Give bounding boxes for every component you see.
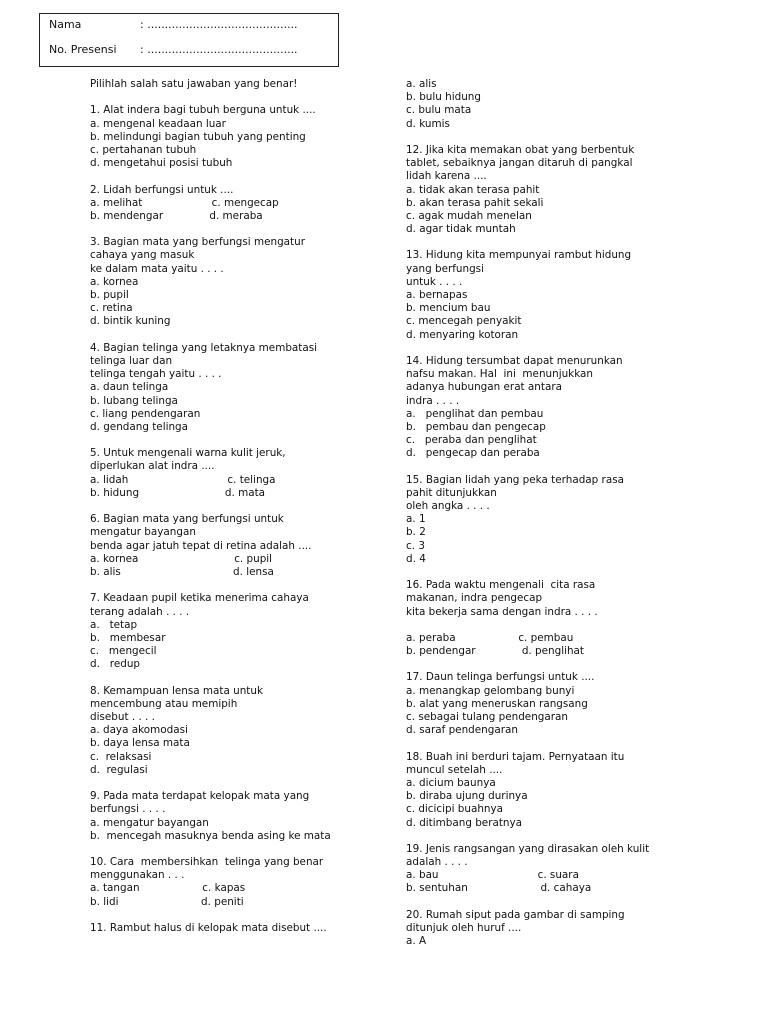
text-line: lidah karena ....: [406, 170, 487, 183]
answer-option[interactable]: b. membesar: [90, 631, 166, 644]
text-line: berfungsi . . . .: [90, 803, 166, 816]
answer-option[interactable]: c. agak mudah menelan: [406, 209, 532, 222]
text-line: makanan, indra pengecap: [406, 592, 543, 605]
question-text: 2. Lidah berfungsi untuk ....: [90, 183, 234, 196]
answer-option[interactable]: b. hidung d. mata: [90, 486, 266, 499]
answer-option[interactable]: c. sebagai tulang pendengaran: [406, 711, 568, 723]
answer-option[interactable]: a. kornea c. pupil: [90, 552, 273, 565]
attendance-number-label: No. Presensi: [49, 43, 117, 56]
line-spacer: [406, 658, 736, 671]
text-line: untuk . . . .: [406, 275, 463, 288]
student-identity-box: [39, 13, 339, 67]
line-spacer: [90, 671, 390, 684]
question-text: 1. Alat indera bagi tubuh berguna untuk ....: [90, 104, 316, 117]
answer-option[interactable]: d. 4: [406, 552, 426, 565]
answer-option[interactable]: d. pengecap dan peraba: [406, 447, 540, 460]
line-spacer: [406, 460, 736, 473]
question-text: 14. Hidung tersumbat dapat menurunkan: [406, 354, 623, 367]
question-text: 15. Bagian lidah yang peka terhadap rasa: [406, 473, 624, 486]
text-line: cahaya yang masuk: [90, 249, 195, 262]
answer-option[interactable]: a. daya akomodasi: [90, 724, 188, 737]
answer-option[interactable]: a. lidah c. telinga: [90, 473, 276, 486]
text-line: mencembung atau memipih: [90, 697, 238, 710]
answer-option[interactable]: d. mengetahui posisi tubuh: [90, 157, 233, 170]
answer-option[interactable]: c. pertahanan tubuh: [90, 143, 197, 156]
question-text: 19. Jenis rangsangan yang dirasakan oleh kulit: [406, 842, 650, 855]
answer-option[interactable]: b. mencegah masuknya benda asing ke mata: [90, 829, 331, 842]
question-text: 4. Bagian telinga yang letaknya membatasi: [90, 341, 318, 354]
text-line: menggunakan . . .: [90, 869, 185, 882]
answer-option[interactable]: a. bernapas: [406, 289, 468, 301]
text-line: ditunjuk oleh huruf ....: [406, 922, 522, 934]
answer-option[interactable]: b. lubang telinga: [90, 394, 178, 407]
question-text: 8. Kemampuan lensa mata untuk: [90, 684, 263, 697]
answer-option[interactable]: d. kumis: [406, 117, 450, 130]
line-spacer: [90, 909, 390, 922]
answer-option[interactable]: b. lidi d. peniti: [90, 895, 244, 908]
attendance-number-field[interactable]: : ...........................................: [140, 43, 298, 56]
answer-option[interactable]: b. daya lensa mata: [90, 737, 190, 750]
name-label: Nama: [49, 18, 82, 31]
answer-option[interactable]: b. mencium bau: [406, 302, 491, 315]
answer-option[interactable]: c. retina: [90, 302, 133, 315]
answer-option[interactable]: b. melindungi bagian tubuh yang penting: [90, 130, 306, 143]
answer-option[interactable]: b. pembau dan pengecap: [406, 420, 546, 433]
question-text: 18. Buah ini berduri tajam. Pernyataan itu: [406, 750, 625, 763]
answer-option[interactable]: a. daun telinga: [90, 381, 169, 394]
text-line: telinga tengah yaitu . . . .: [90, 368, 222, 381]
text-line: disebut . . . .: [90, 711, 155, 723]
question-text: 7. Keadaan pupil ketika menerima cahaya: [90, 592, 309, 605]
answer-option[interactable]: a. tetap: [90, 618, 138, 631]
line-spacer: [90, 579, 390, 592]
text-line: adanya hubungan erat antara: [406, 381, 562, 394]
line-spacer: [406, 342, 736, 355]
answer-option[interactable]: c. relaksasi: [90, 750, 152, 763]
answer-option[interactable]: c. peraba dan penglihat: [406, 434, 537, 447]
line-spacer: [90, 91, 390, 104]
answer-option[interactable]: a. tidak akan terasa pahit: [406, 183, 540, 196]
answer-option[interactable]: a. menangkap gelombang bunyi: [406, 684, 575, 697]
answer-option[interactable]: b. mendengar d. meraba: [90, 209, 263, 222]
question-text: 10. Cara membersihkan telinga yang benar: [90, 856, 324, 869]
text-line: tablet, sebaiknya jangan ditaruh di pangkal: [406, 157, 633, 170]
line-spacer: [406, 737, 736, 750]
question-text: 20. Rumah siput pada gambar di samping: [406, 908, 625, 921]
line-spacer: [406, 131, 736, 144]
answer-option[interactable]: d. agar tidak muntah: [406, 223, 516, 236]
answer-option[interactable]: d. ditimbang beratnya: [406, 816, 523, 829]
text-line: ke dalam mata yaitu . . . .: [90, 262, 224, 275]
answer-option[interactable]: b. alat yang meneruskan rangsang: [406, 697, 588, 710]
text-line: adalah . . . .: [406, 856, 468, 869]
line-spacer: [90, 500, 390, 513]
answer-option[interactable]: a. bau c. suara: [406, 869, 579, 882]
answer-option[interactable]: d. gendang telinga: [90, 420, 189, 433]
question-text: 16. Pada waktu mengenali cita rasa: [406, 579, 596, 592]
answer-option[interactable]: c. dicicipi buahnya: [406, 803, 504, 816]
line-spacer: [90, 170, 390, 183]
questions-right-column: [406, 78, 736, 948]
line-spacer: [406, 830, 736, 843]
answer-option[interactable]: d. redup: [90, 658, 141, 671]
line-spacer: [90, 843, 390, 856]
text-line: Pilihlah salah satu jawaban yang benar!: [90, 78, 298, 90]
question-text: 3. Bagian mata yang berfungsi mengatur: [90, 236, 305, 249]
line-spacer: [90, 777, 390, 790]
answer-option[interactable]: a. kornea: [90, 275, 139, 288]
line-spacer: [90, 434, 390, 447]
answer-option[interactable]: a. tangan c. kapas: [90, 882, 246, 895]
answer-option[interactable]: c. bulu mata: [406, 104, 472, 117]
answer-option[interactable]: a. mengatur bayangan: [90, 816, 209, 829]
answer-option[interactable]: b. sentuhan d. cahaya: [406, 882, 592, 895]
line-spacer: [406, 566, 736, 579]
answer-option[interactable]: b. bulu hidung: [406, 91, 481, 104]
answer-option[interactable]: c. mengecil: [90, 645, 157, 658]
answer-option[interactable]: a. 1: [406, 513, 426, 526]
answer-option[interactable]: c. mencegah penyakit: [406, 315, 522, 328]
answer-option[interactable]: b. pupil: [90, 289, 129, 301]
answer-option[interactable]: d. saraf pendengaran: [406, 724, 518, 737]
answer-option[interactable]: a. peraba c. pembau: [406, 631, 574, 644]
text-line: muncul setelah ....: [406, 763, 503, 776]
question-text: 9. Pada mata terdapat kelopak mata yang: [90, 790, 310, 803]
answer-option[interactable]: c. liang pendengaran: [90, 407, 201, 420]
question-text: 13. Hidung kita mempunyai rambut hidung: [406, 249, 632, 262]
text-line: terang adalah . . . .: [90, 605, 190, 618]
text-line: kita bekerja sama dengan indra . . . .: [406, 605, 598, 618]
question-text: 12. Jika kita memakan obat yang berbentuk: [406, 143, 635, 156]
question-text: 6. Bagian mata yang berfungsi untuk: [90, 513, 284, 526]
answer-option[interactable]: a. dicium baunya: [406, 776, 496, 789]
line-spacer: [90, 223, 390, 236]
answer-option[interactable]: b. alis d. lensa: [90, 565, 274, 578]
name-field[interactable]: : ...........................................: [140, 18, 298, 31]
text-line: mengatur bayangan: [90, 526, 196, 539]
line-spacer: [406, 619, 736, 632]
answer-option[interactable]: a. penglihat dan pembau: [406, 407, 544, 420]
answer-option[interactable]: d. menyaring kotoran: [406, 328, 519, 341]
answer-option[interactable]: d. bintik kuning: [90, 315, 171, 328]
answer-option[interactable]: a. melihat c. mengecap: [90, 196, 279, 209]
answer-option[interactable]: a. mengenal keadaan luar: [90, 117, 226, 130]
text-line: nafsu makan. Hal ini menunjukkan: [406, 368, 593, 381]
line-spacer: [90, 329, 390, 342]
questions-left-column: [90, 78, 390, 935]
answer-option[interactable]: c. 3: [406, 539, 425, 552]
text-line: pahit ditunjukkan: [406, 486, 497, 499]
text-line: telinga luar dan: [90, 354, 173, 367]
text-line: benda agar jatuh tepat di retina adalah ....: [90, 539, 312, 552]
text-line: indra . . . .: [406, 394, 460, 407]
question-text: 5. Untuk mengenali warna kulit jeruk,: [90, 447, 286, 460]
answer-option[interactable]: b. akan terasa pahit sekali: [406, 196, 544, 209]
line-spacer: [406, 236, 736, 249]
text-line: diperlukan alat indra ....: [90, 460, 215, 473]
answer-option[interactable]: a. alis: [406, 78, 437, 90]
answer-option[interactable]: b. pendengar d. penglihat: [406, 645, 584, 658]
answer-option[interactable]: d. regulasi: [90, 763, 148, 776]
question-text: 17. Daun telinga berfungsi untuk ....: [406, 671, 595, 684]
text-line: oleh angka . . . .: [406, 500, 490, 512]
text-line: yang berfungsi: [406, 262, 484, 275]
answer-option[interactable]: b. 2: [406, 526, 426, 539]
answer-option[interactable]: a. A: [406, 935, 427, 948]
answer-option[interactable]: b. diraba ujung durinya: [406, 790, 528, 803]
question-text: 11. Rambut halus di kelopak mata disebut ....: [90, 922, 327, 934]
line-spacer: [406, 896, 736, 909]
